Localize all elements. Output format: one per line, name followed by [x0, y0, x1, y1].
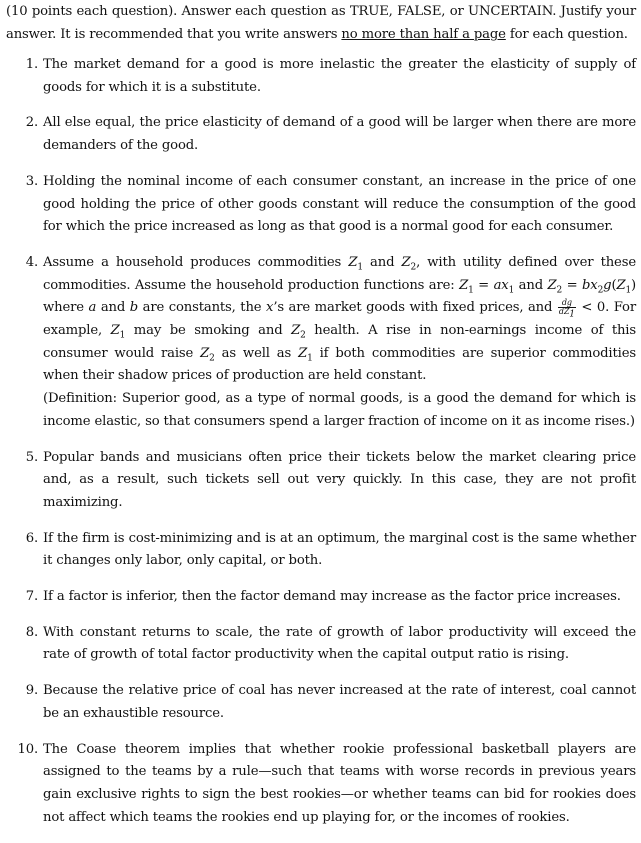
- question-text: Because the relative price of coal has never increased at the rate of interest, coal cannot be an exhaustible resource.: [43, 683, 636, 721]
- instructions-emphasis: no more than half a page: [341, 27, 506, 42]
- question-3: [6, 171, 636, 239]
- production-function-1: Z: [459, 277, 469, 293]
- question-number: 1.: [25, 57, 38, 72]
- instructions-text-end: for each question.: [505, 27, 628, 42]
- question-number: 2.: [25, 115, 38, 131]
- question-text: All else equal, the price elasticity of demand of a good will be larger when there are more demanders of the good.: [43, 115, 636, 154]
- question-1: [6, 54, 636, 99]
- instructions: [6, 0, 636, 46]
- instructions-text: (10 points each question). Answer each question as TRUE, FALSE, or UNCERTAIN. Justify your answer. It is recommended that you write answers: [6, 4, 636, 42]
- exam-page: [6, 0, 636, 843]
- question-text: Popular bands and musicians often price their tickets below the market clearing price and, as a result, such tickets sell out very quickly. In this case, they are not profit maximizing.: [43, 449, 636, 510]
- derivative-fraction: $\frac{dg}{dZ_1}$: [558, 298, 575, 320]
- question-7: [6, 586, 636, 609]
- question-list: [6, 54, 636, 829]
- question-6: [6, 528, 636, 573]
- question-number: 3.: [25, 173, 38, 189]
- question-8: [6, 622, 636, 667]
- question-text: Assume a household produces commodities $Z_1$ and $Z_2$, with utility defined over these commodities. Assume the household production functions are: $Z_1 = ax_1$ and $Z_2 = bx_2g(Z_1)$ where a and b are constants, the x’s are market goods with fixed prices, and $\frac{dg}{dZ_1}$ < 0. For example, $Z_1$ may be smoking and $Z_2$ health. A rise in non-earnings income of this consumer would raise $Z_2$ as well as $Z_1$ if both commodities are superior commodities when their shadow prices of production are held constant.: [43, 254, 637, 384]
- question-number: 6.: [25, 530, 38, 546]
- question-number: 5.: [25, 449, 38, 465]
- question-number: 4.: [25, 254, 38, 270]
- question-9: [6, 680, 636, 725]
- question-text: The market demand for a good is more inelastic the greater the elasticity of supply of goods for which it is a substitute.: [43, 57, 636, 95]
- question-2: [6, 112, 636, 157]
- production-function-2: Z: [547, 277, 557, 293]
- question-text: If a factor is inferior, then the factor demand may increase as the factor price increases.: [43, 589, 621, 605]
- question-number: 9.: [25, 683, 38, 699]
- question-number: 7.: [25, 589, 38, 605]
- question-text: With constant returns to scale, the rate of growth of labor productivity will exceed the rate of growth of total factor productivity when the capital output ratio is rising.: [43, 624, 636, 663]
- question-text: Holding the nominal income of each consumer constant, an increase in the price of one good holding the price of other goods constant will reduce the consumption of the good for which the price increased as long as that good is a normal good for each consumer.: [43, 173, 636, 235]
- question-text: If the firm is cost-minimizing and is at an optimum, the marginal cost is the same whether it changes only labor, only capital, or both.: [43, 530, 636, 569]
- definition-note: (Definition: Superior good, as a type of normal goods, is a good the demand for which is income elastic, so that consumers spend a larger fraction of income on it as income rises.): [43, 391, 636, 429]
- question-5: [6, 447, 636, 515]
- question-text: The Coase theorem implies that whether rookie professional basketball players are assigned to the teams by a rule—such that teams with worse records in previous years gain exclusive rights to sign the best rookies—or whether teams can bid for rookies does not affect which teams the rookies end up playing for, or the incomes of rookies.: [43, 741, 636, 825]
- question-number: 8.: [25, 624, 38, 640]
- question-4: [6, 252, 636, 434]
- question-10: [6, 739, 636, 830]
- question-number: 10.: [17, 741, 38, 757]
